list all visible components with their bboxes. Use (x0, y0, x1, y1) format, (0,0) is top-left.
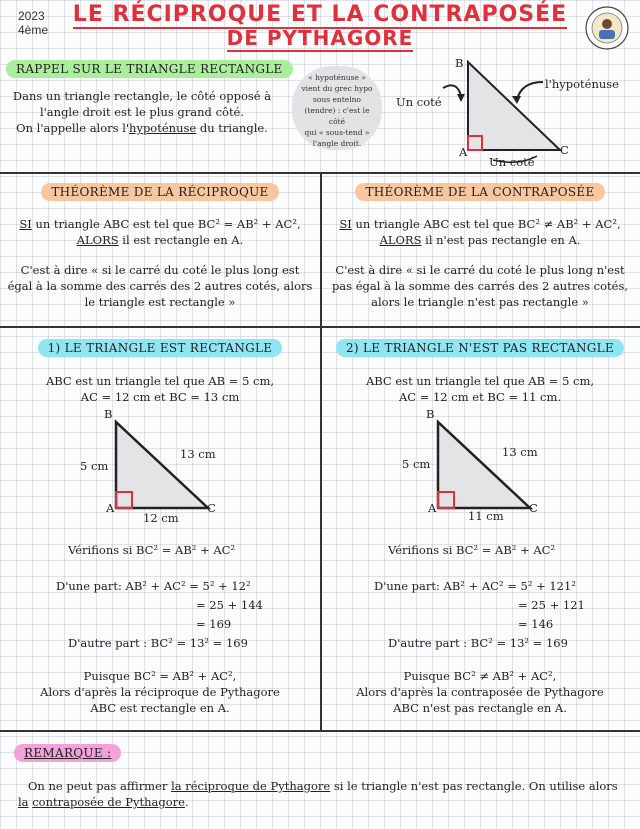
rappel-label-C: C (560, 143, 569, 157)
contraposee-text (320, 216, 640, 310)
ex1-intro1: ABC est un triangle tel que AB = 5 cm, (45, 374, 275, 388)
ex1-dune: D'une part: AB² + AC² = 5² + 12² (56, 579, 251, 593)
ex1-label-BC: 13 cm (180, 447, 216, 461)
ex1-label-AC: 12 cm (143, 511, 179, 525)
ex2-triangle (432, 418, 542, 516)
rappel-label-A: A (459, 145, 468, 159)
ex1-heading: 1) LE TRIANGLE EST RECTANGLE (0, 337, 320, 357)
page-title-line2: DE PYTHAGORE (226, 26, 414, 50)
contraposee-line2: ALORS il n'est pas rectangle en A. (379, 233, 581, 247)
reciproque-line4: égal à la somme des carrés des 2 autres cotés, alors (7, 279, 313, 293)
ex2-label-A: A (428, 501, 437, 515)
ex1-triangle (110, 418, 220, 516)
ex1-label-C: C (207, 501, 216, 515)
ex2-dune: D'une part: AB² + AC² = 5² + 121² (374, 579, 576, 593)
ex2-conclusion (320, 668, 640, 716)
reciproque-heading: THÉORÈME DE LA RÉCIPROQUE (0, 181, 320, 201)
school-logo-icon (585, 6, 629, 50)
ex1-concl2: Alors d'après la réciproque de Pythagore (40, 685, 280, 699)
contraposee-line1: SI un triangle ABC est tel que BC² ≠ AB² + AC², (339, 217, 621, 231)
ex1-label-B: B (104, 407, 113, 421)
rappel-line2: l'angle droit est le plus grand côté. (39, 105, 245, 119)
remarque-heading: REMARQUE : (14, 742, 121, 762)
rappel-line1: Dans un triangle rectangle, le côté opposé à (12, 89, 272, 103)
ex2-verif: Vérifions si BC² = AB² + AC² (388, 543, 556, 557)
arrow-hyp-icon (517, 82, 543, 100)
reciproque-line1: SI un triangle ABC est tel que BC² = AB² + AC², (19, 217, 301, 231)
reciproque-line2: ALORS il est rectangle en A. (76, 233, 244, 247)
ex1-intro (0, 373, 320, 405)
reciproque-line5: le triangle est rectangle » (84, 295, 236, 309)
ex2-concl3: ABC n'est pas rectangle en A. (393, 701, 567, 715)
rappel-triangle-figure (395, 52, 640, 170)
ex2-calc3: = 146 (518, 617, 554, 631)
label-side-left: Un coté (396, 95, 442, 109)
page-title-line1: LE RÉCIPROQUE ET LA CONTRAPOSÉE (72, 2, 568, 27)
rappel-line3: On l'appelle alors l'hypoténuse du triangle. (16, 121, 268, 135)
ex2-intro1: ABC est un triangle tel que AB = 5 cm, (365, 374, 595, 388)
label-side-bottom: Un coté (489, 155, 535, 169)
ex1-label-AB: 5 cm (80, 459, 109, 473)
contraposee-line4: pas égal à la somme des carrés des 2 autres cotés, (331, 279, 629, 293)
contraposee-line5: alors le triangle n'est pas rectangle » (371, 295, 589, 309)
ex2-dautre: D'autre part : BC² = 13² = 169 (388, 636, 568, 650)
reciproque-text (0, 216, 320, 310)
ex2-calc2: = 25 + 121 (518, 598, 585, 612)
ex2-label-C: C (529, 501, 538, 515)
ex1-calc2: = 25 + 144 (196, 598, 263, 612)
divider-3 (0, 730, 640, 732)
ex1-verif: Vérifions si BC² = AB² + AC² (68, 543, 236, 557)
ex1-calc3: = 169 (196, 617, 232, 631)
ex2-label-AB: 5 cm (402, 457, 431, 471)
ex1-intro2: AC = 12 cm et BC = 13 cm (80, 390, 240, 404)
ex2-heading: 2) LE TRIANGLE N'EST PAS RECTANGLE (320, 337, 640, 357)
year: 2023 (18, 9, 45, 23)
ex1-dautre: D'autre part : BC² = 13² = 169 (68, 636, 248, 650)
ex1-concl1: Puisque BC² = AB² + AC², (83, 669, 237, 683)
contraposee-line3: C'est à dire « si le carré du coté le plus long n'est (335, 263, 625, 277)
ex2-concl1: Puisque BC² ≠ AB² + AC², (403, 669, 557, 683)
ex2-label-BC: 13 cm (502, 445, 538, 459)
ex1-concl3: ABC est rectangle en A. (90, 701, 230, 715)
level: 4ème (18, 23, 49, 37)
ex2-label-B: B (426, 407, 435, 421)
ex1-label-A: A (106, 501, 115, 515)
ex2-concl2: Alors d'après la contraposée de Pythagore (356, 685, 604, 699)
rappel-heading: RAPPEL SUR LE TRIANGLE RECTANGLE (6, 58, 293, 78)
reciproque-line3: C'est à dire « si le carré du coté le plus long est (20, 263, 300, 277)
year-label (18, 9, 48, 37)
ex1-conclusion (0, 668, 320, 716)
contraposee-heading: THÉORÈME DE LA CONTRAPOSÉE (320, 181, 640, 201)
label-hypotenuse: l'hypoténuse (545, 77, 619, 91)
rappel-text (2, 88, 282, 136)
rappel-label-B: B (455, 56, 464, 70)
remarque-text: On ne peut pas affirmer la réciproque de Pythagore si le triangle n'est pas rectangle. On utilise alors la contraposée de Pythagore. (18, 779, 618, 809)
ex2-intro2: AC = 12 cm et BC = 11 cm. (398, 390, 562, 404)
ex2-label-AC: 11 cm (468, 509, 504, 523)
hypotenuse-etymology-cloud: « hypoténuse » vient du grec hypo sous entelno (tendre) : c'est le côté qui « sous-tend » l'angle droit. (292, 66, 382, 150)
ex2-intro (320, 373, 640, 405)
